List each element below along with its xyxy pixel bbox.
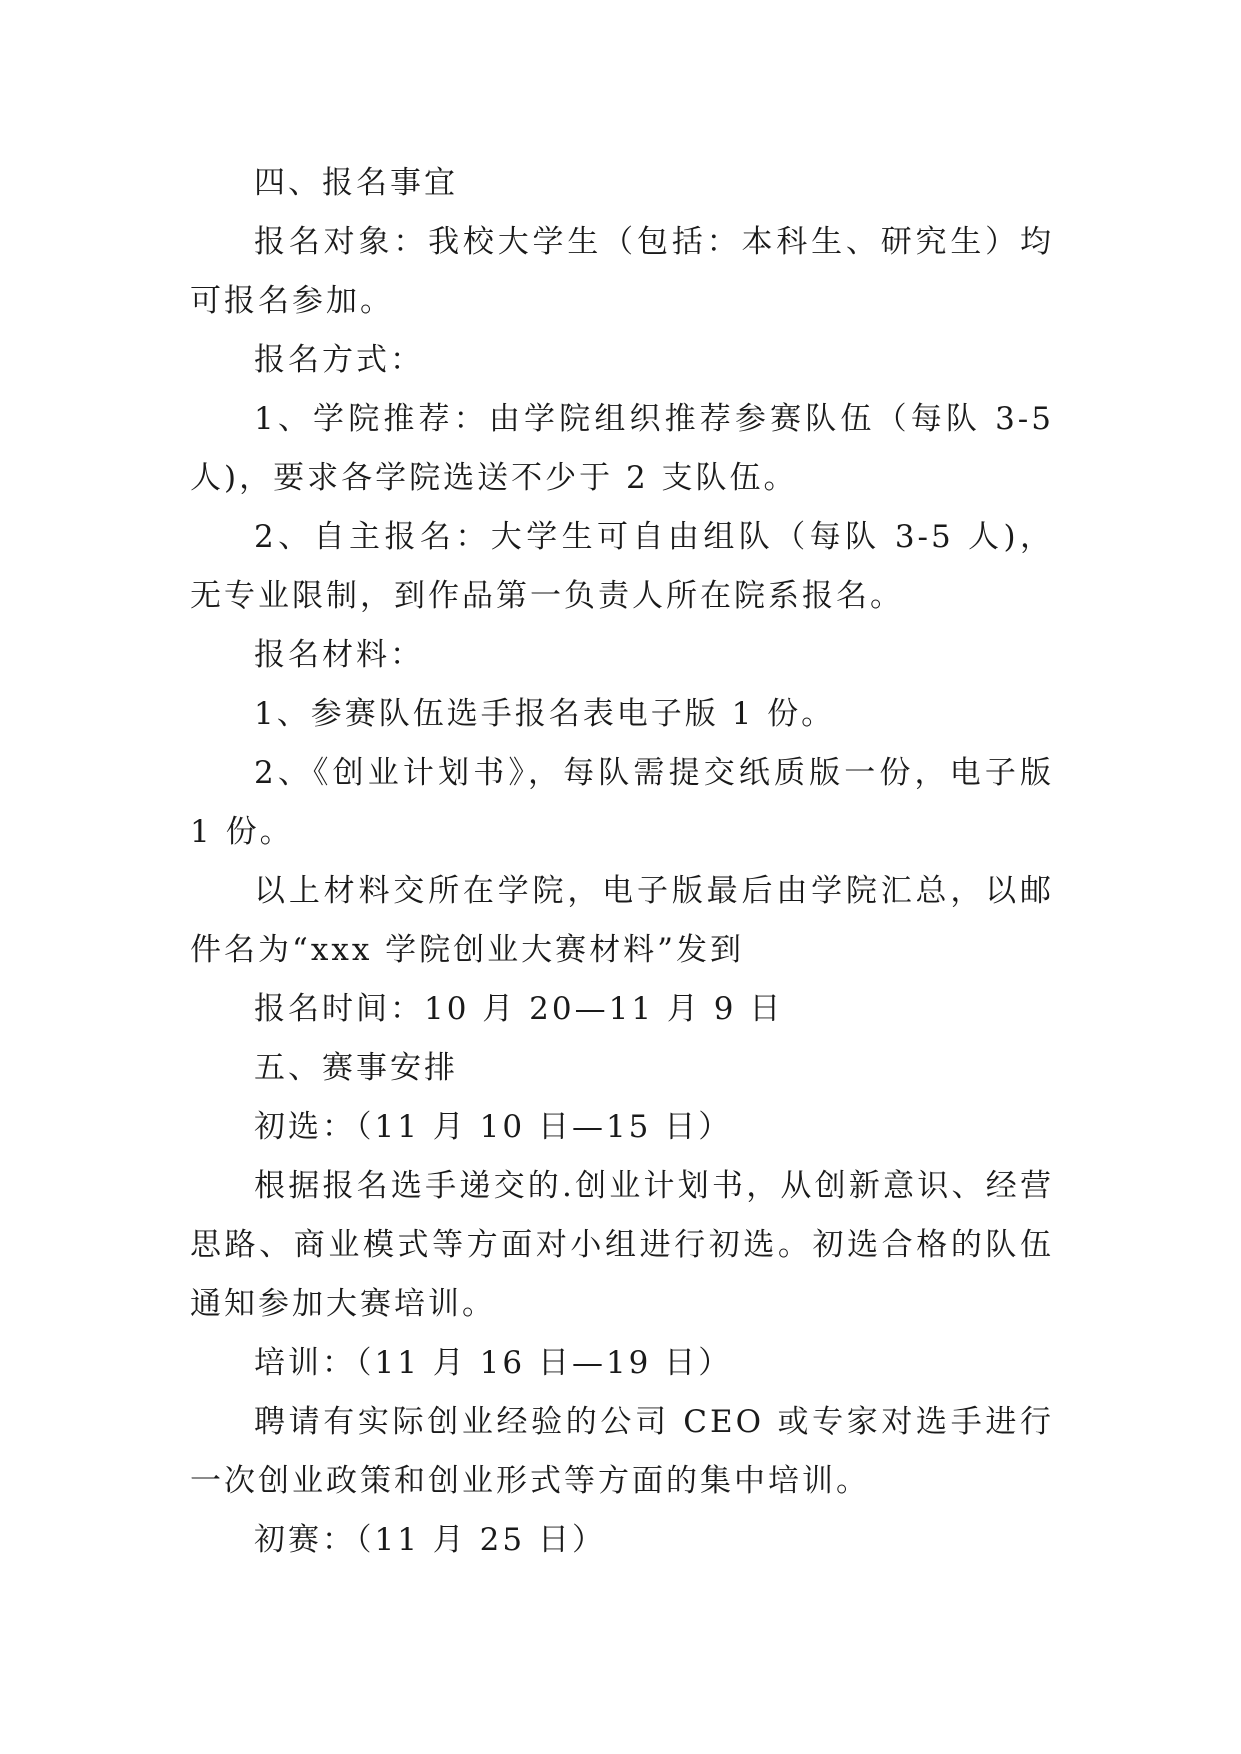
paragraph-college-recommendation: 1、学院推荐：由学院组织推荐参赛队伍（每队 3-5 人)，要求各学院选送不少于 2 支队伍。 xyxy=(190,401,1054,496)
paragraph-material-form: 1、参赛队伍选手报名表电子版 1 份。 xyxy=(254,696,836,732)
document-body xyxy=(190,154,1054,1570)
paragraph-registration-target: 报名对象：我校大学生（包括：本科生、研究生）均可报名参加。 xyxy=(190,224,1054,319)
paragraph-preliminary-selection-detail: 根据报名选手递交的.创业计划书，从创新意识、经营思路、商业模式等方面对小组进行初选。初选合格的队伍通知参加大赛培训。 xyxy=(190,1168,1054,1322)
paragraph-first-round-date: 初赛：（11 月 25 日） xyxy=(254,1522,606,1558)
paragraph-material-business-plan: 2、《创业计划书》，每队需提交纸质版一份，电子版 1 份。 xyxy=(190,755,1054,850)
paragraph-registration-time: 报名时间：10 月 20—11 月 9 日 xyxy=(254,991,784,1027)
paragraph-self-registration: 2、自主报名：大学生可自由组队（每队 3-5 人)，无专业限制，到作品第一负责人所在院系报名。 xyxy=(190,519,1054,614)
paragraph-training-date: 培训：（11 月 16 日—19 日） xyxy=(254,1345,733,1381)
section-heading-schedule: 五、赛事安排 xyxy=(254,1050,458,1086)
section-heading-registration: 四、报名事宜 xyxy=(254,165,458,201)
paragraph-material-submission: 以上材料交所在学院，电子版最后由学院汇总，以邮件名为“xxx 学院创业大赛材料”发到 xyxy=(190,873,1054,968)
paragraph-preliminary-selection-date: 初选：（11 月 10 日—15 日） xyxy=(254,1109,733,1145)
paragraph-registration-method-label: 报名方式： xyxy=(254,342,424,378)
paragraph-registration-materials-label: 报名材料： xyxy=(254,637,424,673)
paragraph-training-detail: 聘请有实际创业经验的公司 CEO 或专家对选手进行一次创业政策和创业形式等方面的集中培训。 xyxy=(190,1404,1054,1499)
